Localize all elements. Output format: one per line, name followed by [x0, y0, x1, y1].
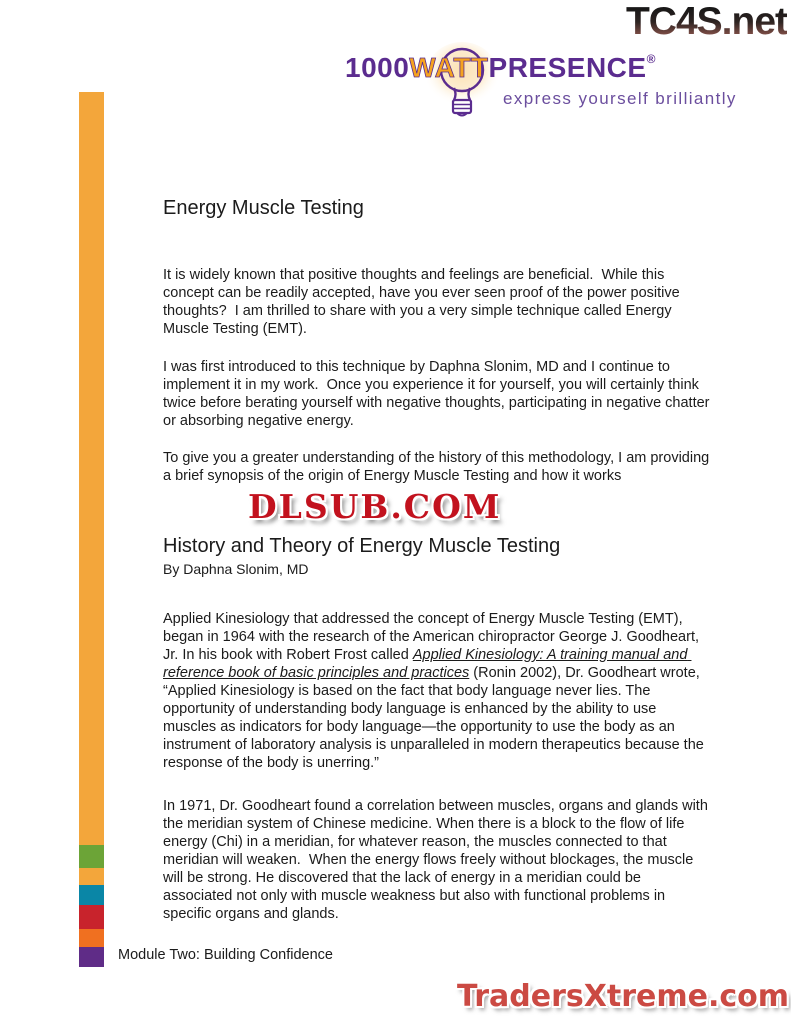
sidebar-color-strip — [79, 92, 104, 967]
sidebar-segment-teal — [79, 885, 104, 905]
sidebar-segment-orange-deep — [79, 929, 104, 947]
module-footer-label: Module Two: Building Confidence — [118, 947, 333, 963]
logo-watt: WATT — [409, 52, 489, 83]
paragraph-introduced: I was first introduced to this technique by Daphna Slonim, MD and I continue to implement it in my work. Once you experience it for yourself, you will certainly think twice before berating yourself with negative thoughts, participating in negative chatter or absorbing negative energy. — [163, 359, 714, 429]
paragraph-applied-kinesiology — [163, 610, 711, 772]
paragraph-history-lead: To give you a greater understanding of the history of this methodology, I am providing a brief synopsis of the origin of Energy Muscle Testing and how it works — [163, 450, 714, 484]
logo-1000: 1000 — [345, 52, 410, 83]
sidebar-segment-red — [79, 905, 104, 929]
sidebar-segment-orange-main — [79, 92, 104, 845]
byline: By Daphna Slonim, MD — [163, 561, 309, 577]
paragraph-4-post: (Ronin 2002), Dr. Goodheart wrote, “Applied Kinesiology is based on the fact that body language never lies. The opportunity of understanding body language is enhanced by the ability to use muscles as indicators for body language—the opportunity to use the body as an instrument of laboratory analysis is unparalleled in modern therapeutics because the response of the body is unerring.” — [163, 665, 708, 771]
dlsub-watermark: DLSUB.COM — [248, 487, 502, 526]
registered-trademark-icon: ® — [646, 52, 656, 66]
page-title: Energy Muscle Testing — [163, 197, 364, 219]
logo-presence: PRESENCE — [488, 52, 647, 83]
paragraph-4-pre: Applied Kinesiology that addressed the concept of Energy Muscle Testing (EMT), began in 1964 with the research of the American chiropractor George J. Goodheart, Jr. In his book with Robert Frost called — [163, 611, 704, 663]
book-title-reference: Applied Kinesiology: A training manual and reference book of basic principles and practices — [163, 647, 692, 681]
paragraph-intro: It is widely known that positive thoughts and feelings are beneficial. While this concept can be readily accepted, have you ever seen proof of the power positive thoughts? I am thrilled to share with you a very simple technique called Energy Muscle Testing (EMT). — [163, 267, 684, 337]
sidebar-segment-orange — [79, 868, 104, 885]
section-heading: History and Theory of Energy Muscle Testing — [163, 535, 561, 557]
tc4s-site-watermark: TC4S.net — [625, 0, 787, 43]
paragraph-meridians: In 1971, Dr. Goodheart found a correlation between muscles, organs and glands with the meridian system of Chinese medicine. When there is a block to the flow of life energy (Chi) in a meridian, for whatever reason, the muscles connected to that meridian will weaken. When the energy flows freely without blockages, the muscle will be strong. He discovered that the lack of energy in a meridian could be associated not only with muscle weakness but also with functional problems in specific organs and glands. — [163, 798, 712, 922]
sidebar-segment-purple — [79, 947, 104, 967]
sidebar-segment-green — [79, 845, 104, 868]
logo-1000-watt-presence — [340, 42, 737, 120]
tradersxtreme-site-watermark: TradersXtreme.com — [457, 979, 789, 1014]
logo-wordmark — [345, 52, 655, 84]
logo-tagline: express yourself brilliantly — [503, 89, 737, 108]
